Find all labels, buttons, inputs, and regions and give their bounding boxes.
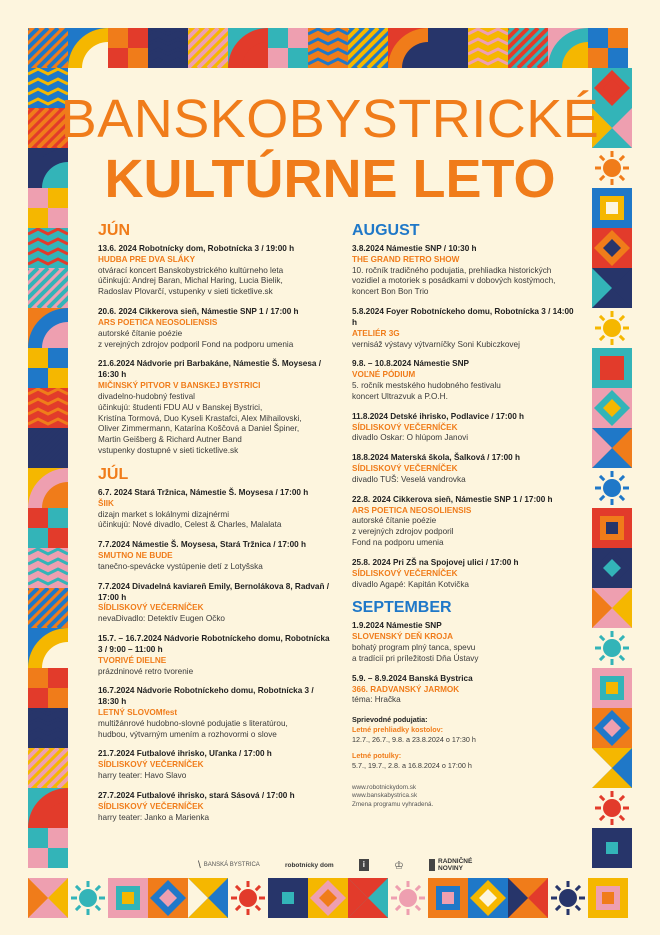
event-description: Fond na podporu umenia <box>352 538 444 548</box>
left-column <box>98 222 334 832</box>
event-description: Martin Geišberg & Richard Autner Band <box>98 435 242 445</box>
link-text: www.robotnickydom.sk <box>352 783 417 791</box>
month-heading: JÚL <box>98 465 129 483</box>
pattern-tile <box>28 668 68 708</box>
event-item <box>352 244 576 298</box>
pattern-tile <box>588 28 628 68</box>
pattern-tile <box>592 828 632 868</box>
event-item <box>352 674 576 706</box>
event-description: účinkujú: Nové divadlo, Celest & Charles, Malalata <box>98 520 282 530</box>
event-description: z verejných zdrojov podporil <box>352 527 454 537</box>
event-name: SÍDLISKOVÝ VEČERNÍČEK <box>352 422 458 432</box>
event-name: SÍDLISKOVÝ VEČERNÍČEK <box>98 801 204 811</box>
event-item <box>98 686 334 740</box>
pattern-tile <box>228 28 268 68</box>
event-date-venue: 25.8. 2024 Pri ZŠ na Spojovej ulici / 17:00 h <box>352 557 519 567</box>
link-text: www.banskabystrica.sk <box>352 792 418 800</box>
event-description: vstupenky dostupné v sieti ticketlive.sk <box>98 446 239 456</box>
pattern-tile <box>592 468 632 508</box>
event-item <box>98 582 334 625</box>
sponsor-logos <box>198 850 478 880</box>
pattern-tile <box>28 748 68 788</box>
pattern-tile <box>388 878 428 918</box>
pattern-tile <box>28 828 68 868</box>
notes-label: Letné potulky: <box>352 751 402 761</box>
event-date-venue: 22.8. 2024 Cikkerova sieň, Námestie SNP 1 / 17:00 h <box>352 494 553 504</box>
event-description: harry teater: Havo Slavo <box>98 771 187 781</box>
pattern-tile <box>548 28 588 68</box>
event-date-venue: 16.7.2024 Nádvorie Robotníckeho domu, Robotnícka 3 / 18:30 h <box>98 686 314 707</box>
pattern-tile <box>28 548 68 588</box>
notes-text: 12.7., 26.7., 9.8. a 23.8.2024 o 17:30 h <box>352 735 476 745</box>
pattern-tile <box>28 788 68 828</box>
event-description: Kristína Tormová, Duo Kyseli Krastafci, Alex Mihailovski, <box>98 413 302 423</box>
event-date-venue: 7.7.2024 Námestie Š. Moysesa, Stará Tržnica / 17:00 h <box>98 540 306 550</box>
pattern-tile <box>28 268 68 308</box>
event-date-venue: 20.6. 2024 Cikkerova sieň, Námestie SNP 1 / 17:00 h <box>98 307 299 317</box>
event-date-venue: 5.8.2024 Foyer Robotníckeho domu, Robotnícka 3 / 14:00 h <box>352 307 574 327</box>
pattern-tile <box>308 878 348 918</box>
event-name: ARS POETICA NEOSOLIENSIS <box>352 505 472 515</box>
pattern-tile <box>588 878 628 918</box>
event-item <box>352 412 576 444</box>
pattern-tile <box>28 468 68 508</box>
event-date-venue: 18.8.2024 Materská škola, Šalková / 17:00 h <box>352 453 520 463</box>
month-heading: JÚN <box>98 222 131 239</box>
event-date-venue: 21.7.2024 Futbalové ihrisko, Uľanka / 17:00 h <box>98 749 272 759</box>
pattern-tile <box>148 878 188 918</box>
pattern-tile <box>592 428 632 468</box>
event-description: vozidiel a motoriek s posádkami v dobových kostýmoch, <box>352 276 556 286</box>
event-description: multižánrové hudobno-slovné podujatie s literatúrou, <box>98 718 288 728</box>
event-name: SMUTNO NE BUDE <box>98 551 173 561</box>
event-description: prázdninové retro tvorenie <box>98 666 194 676</box>
event-description: tanečno-spevácke vystúpenie detí z Lotyšska <box>98 561 263 571</box>
notes-text: 5.7., 19.7., 2.8. a 16.8.2024 o 17:00 h <box>352 761 472 771</box>
pattern-tile <box>592 668 632 708</box>
event-item <box>98 791 334 823</box>
logo-label: robotnícky dom <box>284 861 334 869</box>
event-description: a tradícií pri príležitosti Dňa Ústavy <box>352 653 479 663</box>
month-heading: SEPTEMBER <box>352 599 452 617</box>
event-description: vernisáž výstavy výtvarníčky Soni Kubiczkovej <box>352 339 520 349</box>
logo-label: BANSKÁ BYSTRICA <box>203 862 260 868</box>
pattern-tile <box>592 788 632 828</box>
pattern-tile <box>28 628 68 668</box>
event-item <box>98 488 334 531</box>
title-line-2: KULTÚRNE LETO <box>104 149 556 209</box>
event-item <box>98 307 334 350</box>
event-name: LETNÝ SLOVOMfest <box>98 707 178 717</box>
pattern-tile <box>188 878 228 918</box>
pattern-tile <box>592 348 632 388</box>
event-date-venue: 7.7.2024 Divadelná kaviareň Emily, Bernolákova 8, Radvaň / 17:00 h <box>98 581 330 602</box>
logo-info-icon: i <box>359 859 369 871</box>
event-date-venue: 3.8.2024 Námestie SNP / 10:30 h <box>352 244 477 253</box>
event-description: harry teater: Janko a Marienka <box>98 812 210 822</box>
event-date-venue: 27.7.2024 Futbalové ihrisko, stará Sásová / 17:00 h <box>98 790 295 800</box>
event-description: otvárací koncert Banskobystrického kultúrneho leta <box>98 265 284 275</box>
pattern-tile <box>508 878 548 918</box>
pattern-tile <box>428 28 468 68</box>
event-description: hudbou, výtvarným umením a rozhovormi o slove <box>98 729 277 739</box>
pattern-tile <box>592 748 632 788</box>
event-description: nevaDivadlo: Detektív Eugen Očko <box>98 614 225 624</box>
logo-crown-icon: ♔ <box>393 859 404 872</box>
event-date-venue: 6.7. 2024 Stará Tržnica, Námestie Š. Moysesa / 17:00 h <box>98 487 309 497</box>
event-name: SÍDLISKOVÝ VEČERNÍČEK <box>98 603 204 613</box>
event-item <box>98 540 334 572</box>
pattern-tile <box>592 268 632 308</box>
pattern-tile <box>268 878 308 918</box>
logo-robotnicky-dom <box>285 862 334 869</box>
pattern-tile <box>28 348 68 388</box>
pattern-tile <box>28 388 68 428</box>
event-date-venue: 21.6.2024 Nádvorie pri Barbakáne, Námestie Š. Moysesa / 16:30 h <box>98 359 321 380</box>
pattern-tile <box>388 28 428 68</box>
event-description: autorské čítanie poézie <box>352 516 437 526</box>
month-heading: AUGUST <box>352 222 420 239</box>
event-date-venue: 15.7. – 16.7.2024 Nádvorie Robotníckeho domu, Robotnícka 3 / 9:00 – 11:00 h <box>98 634 330 654</box>
pattern-tile <box>592 308 632 348</box>
event-name: HUDBA PRE DVA SLÁKY <box>98 254 196 264</box>
pattern-tile <box>28 588 68 628</box>
event-name: TVORIVÉ DIELNE <box>98 655 167 665</box>
pattern-tile <box>108 28 148 68</box>
event-description: účinkujú: Andrej Baran, Michal Haring, Lucia Bielik, <box>98 276 283 286</box>
event-name: SÍDLISKOVÝ VEČERNÍČEK <box>98 760 204 770</box>
event-name: 366. RADVANSKÝ JARMOK <box>352 684 460 694</box>
event-description: 10. ročník tradičného podujatia, prehliadka historických <box>352 265 552 275</box>
pattern-tile <box>592 588 632 628</box>
pattern-tile <box>28 428 68 468</box>
accompanying-events <box>352 715 576 771</box>
pattern-tile <box>28 508 68 548</box>
event-description: účinkujú: študenti FDU AU v Banskej Bystrici, <box>98 402 263 412</box>
event-date-venue: 5.9. – 8.9.2024 Banská Bystrica <box>352 673 473 683</box>
event-name: ŠIIK <box>98 498 114 508</box>
pattern-tile <box>348 878 388 918</box>
pattern-tile <box>148 28 188 68</box>
pattern-tile <box>228 878 268 918</box>
event-date-venue: 13.6. 2024 Robotnícky dom, Robotnícka 3 / 19:00 h <box>98 244 295 253</box>
event-item <box>352 453 576 485</box>
pattern-tile <box>592 508 632 548</box>
event-description: Oliver Zimmermann, Katarína Koščová a Daniel Špiner, <box>98 424 300 434</box>
event-description: dizajn market s lokálnymi dizajnérmi <box>98 509 230 519</box>
event-item <box>98 634 334 677</box>
event-name: SÍDLISKOVÝ VEČERNÍČEK <box>352 464 458 474</box>
event-name: ARS POETICA NEOSOLIENSIS <box>98 317 218 327</box>
event-name: MIČINSKÝ PITVOR V BANSKEJ BYSTRICI <box>98 381 261 391</box>
event-description: divadlo Oskar: O hlúpom Janovi <box>352 433 469 443</box>
event-item <box>98 244 334 298</box>
pattern-tile <box>468 28 508 68</box>
event-description: Radoslav Plovarčí, vstupenky v sieti ticketlive.sk <box>98 287 273 297</box>
event-item <box>352 558 576 590</box>
event-description: z verejných zdrojov podporil Fond na podporu umenia <box>98 339 294 349</box>
pattern-tile <box>268 28 308 68</box>
pattern-tile <box>592 228 632 268</box>
footer-links <box>352 784 576 810</box>
pattern-tile <box>188 28 228 68</box>
pattern-tile <box>592 628 632 668</box>
event-item <box>352 359 576 402</box>
poster-title <box>0 89 660 209</box>
event-description: koncert Bon Bon Trio <box>352 287 429 297</box>
event-item <box>352 307 576 350</box>
notes-title: Sprievodné podujatia: <box>352 715 428 725</box>
event-item <box>352 495 576 549</box>
pattern-tile <box>348 28 388 68</box>
pattern-tile <box>548 878 588 918</box>
pattern-tile <box>428 878 468 918</box>
event-description: divadlo TUŠ: Veselá vandrovka <box>352 474 466 484</box>
event-description: téma: Hračka <box>352 695 401 705</box>
right-column <box>352 222 576 809</box>
pattern-tile <box>308 28 348 68</box>
event-description: divadlo Agapé: Kapitán Kotvička <box>352 579 469 589</box>
logo-banska-bystrica: \ BANSKÁ BYSTRICA <box>198 859 260 871</box>
logo-label: RADNIČNÉ NOVINY <box>438 858 473 872</box>
event-description: 5. ročník mestského hudobného festivalu <box>352 381 501 391</box>
event-description: bohatý program plný tanca, spevu <box>352 643 476 653</box>
pattern-tile <box>28 308 68 348</box>
title-line-1: BANSKOBYSTRICKÉ <box>60 89 600 149</box>
event-description: koncert Ultrazvuk a P.O.H. <box>352 391 448 401</box>
event-name: SLOVENSKÝ DEŇ KROJA <box>352 632 453 642</box>
event-name: THE GRAND RETRO SHOW <box>352 254 460 264</box>
pattern-tile <box>592 548 632 588</box>
pattern-tile <box>468 878 508 918</box>
pattern-tile <box>592 708 632 748</box>
pattern-tile <box>68 878 108 918</box>
event-date-venue: 11.8.2024 Detské ihrisko, Podlavice / 17:00 h <box>352 411 525 421</box>
event-date-venue: 9.8. – 10.8.2024 Námestie SNP <box>352 359 469 369</box>
event-description: autorské čítanie poézie <box>98 328 183 338</box>
logo-radnicne-noviny <box>429 858 478 872</box>
pattern-tile <box>108 878 148 918</box>
event-name: SÍDLISKOVÝ VEČERNÍČEK <box>352 568 458 578</box>
pattern-tile <box>592 388 632 428</box>
pattern-tile <box>28 228 68 268</box>
event-item <box>98 749 334 781</box>
pattern-tile <box>68 28 108 68</box>
event-item <box>98 359 334 456</box>
notes-label: Letné prehliadky kostolov: <box>352 725 444 735</box>
event-item <box>352 621 576 664</box>
pattern-tile <box>28 708 68 748</box>
event-name: VOĽNÉ PÓDIUM <box>352 370 416 380</box>
pattern-tile <box>508 28 548 68</box>
pattern-tile <box>28 878 68 918</box>
pattern-tile <box>28 28 68 68</box>
link-text: Zmena programu vyhradená. <box>352 800 434 808</box>
event-description: divadelno-hudobný festival <box>98 391 195 401</box>
event-date-venue: 1.9.2024 Námestie SNP <box>352 621 442 631</box>
event-name: ATELIÉR 3G <box>352 328 400 338</box>
